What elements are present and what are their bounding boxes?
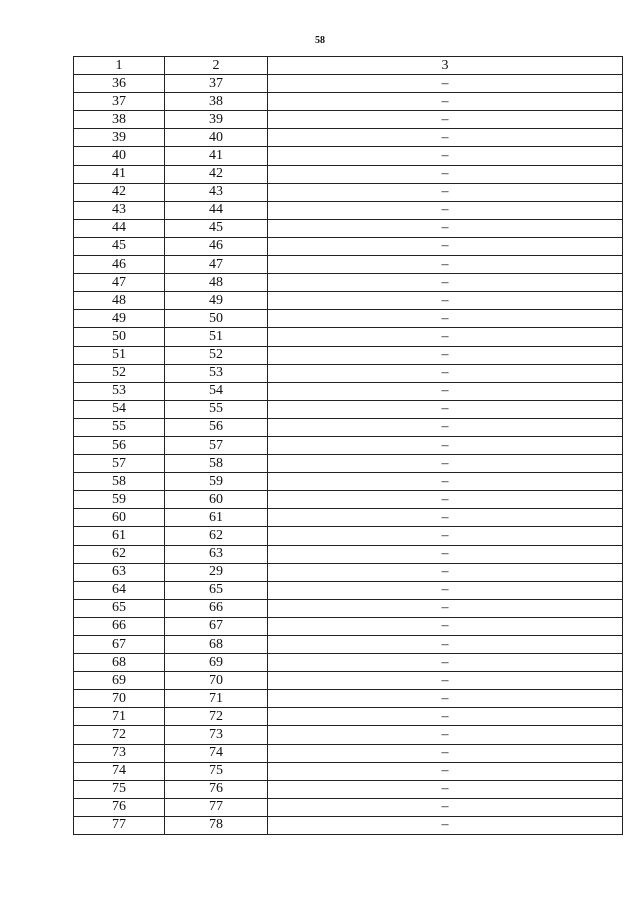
table-cell-col3: – bbox=[268, 129, 623, 147]
table-cell-col3: – bbox=[268, 201, 623, 219]
table-cell-col1: 46 bbox=[74, 256, 165, 274]
table-row bbox=[74, 310, 623, 328]
table-cell-col1: 72 bbox=[74, 726, 165, 744]
table-cell-col1: 56 bbox=[74, 436, 165, 454]
table-cell-col1: 48 bbox=[74, 292, 165, 310]
table-cell-col1: 70 bbox=[74, 690, 165, 708]
table-cell-col3: – bbox=[268, 256, 623, 274]
table-cell-col2: 60 bbox=[165, 491, 268, 509]
table-cell-col2: 71 bbox=[165, 690, 268, 708]
column-header-3: 3 bbox=[268, 57, 623, 75]
table-cell-col1: 58 bbox=[74, 473, 165, 491]
table-row bbox=[74, 328, 623, 346]
table-cell-col1: 36 bbox=[74, 75, 165, 93]
table-cell-col3: – bbox=[268, 147, 623, 165]
table-row bbox=[74, 527, 623, 545]
table-row bbox=[74, 690, 623, 708]
table-cell-col3: – bbox=[268, 418, 623, 436]
table-cell-col3: – bbox=[268, 75, 623, 93]
table-row bbox=[74, 418, 623, 436]
table-row bbox=[74, 545, 623, 563]
table-cell-col2: 74 bbox=[165, 744, 268, 762]
table-cell-col3: – bbox=[268, 690, 623, 708]
table-cell-col2: 29 bbox=[165, 563, 268, 581]
table-row bbox=[74, 400, 623, 418]
table-cell-col3: – bbox=[268, 237, 623, 255]
table-cell-col1: 41 bbox=[74, 165, 165, 183]
table-cell-col1: 45 bbox=[74, 237, 165, 255]
table-cell-col3: – bbox=[268, 527, 623, 545]
table-row bbox=[74, 256, 623, 274]
table-row bbox=[74, 726, 623, 744]
table-cell-col3: – bbox=[268, 93, 623, 111]
table-cell-col2: 69 bbox=[165, 654, 268, 672]
table-row bbox=[74, 762, 623, 780]
table-cell-col3: – bbox=[268, 491, 623, 509]
table-cell-col3: – bbox=[268, 672, 623, 690]
table-row bbox=[74, 274, 623, 292]
table-cell-col3: – bbox=[268, 274, 623, 292]
table-cell-col1: 54 bbox=[74, 400, 165, 418]
table-cell-col1: 69 bbox=[74, 672, 165, 690]
table-cell-col3: – bbox=[268, 346, 623, 364]
table-cell-col1: 74 bbox=[74, 762, 165, 780]
table-cell-col2: 55 bbox=[165, 400, 268, 418]
table-row bbox=[74, 75, 623, 93]
table-cell-col3: – bbox=[268, 599, 623, 617]
table-cell-col2: 68 bbox=[165, 636, 268, 654]
table-cell-col3: – bbox=[268, 400, 623, 418]
table-cell-col3: – bbox=[268, 780, 623, 798]
table-cell-col2: 52 bbox=[165, 346, 268, 364]
table-cell-col2: 59 bbox=[165, 473, 268, 491]
table-cell-col1: 50 bbox=[74, 328, 165, 346]
table-cell-col2: 78 bbox=[165, 816, 268, 834]
table-cell-col1: 55 bbox=[74, 418, 165, 436]
table-cell-col1: 39 bbox=[74, 129, 165, 147]
table-cell-col2: 50 bbox=[165, 310, 268, 328]
table-cell-col1: 61 bbox=[74, 527, 165, 545]
table-cell-col2: 67 bbox=[165, 617, 268, 635]
table-cell-col3: – bbox=[268, 473, 623, 491]
table-cell-col2: 49 bbox=[165, 292, 268, 310]
table-row bbox=[74, 436, 623, 454]
table-row bbox=[74, 364, 623, 382]
table-row bbox=[74, 183, 623, 201]
table-row bbox=[74, 563, 623, 581]
table-cell-col3: – bbox=[268, 328, 623, 346]
table-cell-col2: 77 bbox=[165, 798, 268, 816]
table-row bbox=[74, 237, 623, 255]
table-row bbox=[74, 219, 623, 237]
table-cell-col2: 42 bbox=[165, 165, 268, 183]
table-cell-col3: – bbox=[268, 816, 623, 834]
table-cell-col3: – bbox=[268, 617, 623, 635]
table-cell-col2: 61 bbox=[165, 509, 268, 527]
table-cell-col2: 65 bbox=[165, 581, 268, 599]
table-row bbox=[74, 346, 623, 364]
table-cell-col3: – bbox=[268, 654, 623, 672]
table-row bbox=[74, 617, 623, 635]
table-cell-col1: 67 bbox=[74, 636, 165, 654]
table-cell-col3: – bbox=[268, 436, 623, 454]
table-cell-col1: 49 bbox=[74, 310, 165, 328]
table-cell-col1: 73 bbox=[74, 744, 165, 762]
table-row bbox=[74, 636, 623, 654]
table-cell-col1: 59 bbox=[74, 491, 165, 509]
column-header-1: 1 bbox=[74, 57, 165, 75]
table-cell-col3: – bbox=[268, 219, 623, 237]
table-cell-col3: – bbox=[268, 364, 623, 382]
table-cell-col1: 76 bbox=[74, 798, 165, 816]
table-cell-col1: 51 bbox=[74, 346, 165, 364]
table-cell-col3: – bbox=[268, 292, 623, 310]
table-cell-col1: 38 bbox=[74, 111, 165, 129]
table-cell-col2: 38 bbox=[165, 93, 268, 111]
table-row bbox=[74, 491, 623, 509]
table-row bbox=[74, 147, 623, 165]
table-cell-col1: 65 bbox=[74, 599, 165, 617]
table-row bbox=[74, 672, 623, 690]
table-cell-col3: – bbox=[268, 183, 623, 201]
table-cell-col1: 37 bbox=[74, 93, 165, 111]
table-cell-col1: 71 bbox=[74, 708, 165, 726]
table-cell-col1: 75 bbox=[74, 780, 165, 798]
table-cell-col3: – bbox=[268, 111, 623, 129]
table-cell-col3: – bbox=[268, 798, 623, 816]
table-cell-col3: – bbox=[268, 581, 623, 599]
table-row bbox=[74, 744, 623, 762]
table-cell-col1: 44 bbox=[74, 219, 165, 237]
table-cell-col2: 76 bbox=[165, 780, 268, 798]
table-cell-col1: 57 bbox=[74, 455, 165, 473]
table-cell-col3: – bbox=[268, 382, 623, 400]
table-cell-col2: 41 bbox=[165, 147, 268, 165]
table-cell-col2: 43 bbox=[165, 183, 268, 201]
table-cell-col2: 62 bbox=[165, 527, 268, 545]
column-header-2: 2 bbox=[165, 57, 268, 75]
table-cell-col2: 73 bbox=[165, 726, 268, 744]
table-cell-col1: 42 bbox=[74, 183, 165, 201]
table-cell-col2: 46 bbox=[165, 237, 268, 255]
table-cell-col3: – bbox=[268, 165, 623, 183]
table-cell-col1: 40 bbox=[74, 147, 165, 165]
table-cell-col3: – bbox=[268, 310, 623, 328]
table-row bbox=[74, 599, 623, 617]
table-row bbox=[74, 708, 623, 726]
table-cell-col1: 66 bbox=[74, 617, 165, 635]
table-cell-col3: – bbox=[268, 744, 623, 762]
table-cell-col2: 44 bbox=[165, 201, 268, 219]
table-row bbox=[74, 165, 623, 183]
table-cell-col3: – bbox=[268, 545, 623, 563]
table-row bbox=[74, 798, 623, 816]
table-row bbox=[74, 455, 623, 473]
table-cell-col1: 52 bbox=[74, 364, 165, 382]
table-cell-col3: – bbox=[268, 509, 623, 527]
table-cell-col2: 47 bbox=[165, 256, 268, 274]
table-cell-col3: – bbox=[268, 636, 623, 654]
table-cell-col2: 54 bbox=[165, 382, 268, 400]
table-row bbox=[74, 382, 623, 400]
table-row bbox=[74, 201, 623, 219]
table-row bbox=[74, 473, 623, 491]
table-cell-col1: 60 bbox=[74, 509, 165, 527]
table-cell-col2: 40 bbox=[165, 129, 268, 147]
table-cell-col1: 43 bbox=[74, 201, 165, 219]
page-number: 58 bbox=[315, 35, 325, 46]
data-table bbox=[73, 56, 623, 835]
table-cell-col1: 63 bbox=[74, 563, 165, 581]
table-body bbox=[74, 75, 623, 835]
table-row bbox=[74, 780, 623, 798]
table-cell-col2: 48 bbox=[165, 274, 268, 292]
table-cell-col3: – bbox=[268, 762, 623, 780]
table-cell-col2: 57 bbox=[165, 436, 268, 454]
table-row bbox=[74, 581, 623, 599]
table-cell-col2: 45 bbox=[165, 219, 268, 237]
table-cell-col2: 70 bbox=[165, 672, 268, 690]
table-cell-col2: 72 bbox=[165, 708, 268, 726]
table-row bbox=[74, 292, 623, 310]
table-cell-col1: 62 bbox=[74, 545, 165, 563]
table-cell-col1: 47 bbox=[74, 274, 165, 292]
table-row bbox=[74, 93, 623, 111]
table-cell-col3: – bbox=[268, 563, 623, 581]
table-cell-col1: 68 bbox=[74, 654, 165, 672]
table-row bbox=[74, 654, 623, 672]
table-cell-col2: 37 bbox=[165, 75, 268, 93]
table-row bbox=[74, 111, 623, 129]
table-cell-col2: 66 bbox=[165, 599, 268, 617]
table-header-row bbox=[74, 57, 623, 75]
table-cell-col2: 51 bbox=[165, 328, 268, 346]
table-cell-col1: 64 bbox=[74, 581, 165, 599]
table-cell-col2: 39 bbox=[165, 111, 268, 129]
table-cell-col2: 56 bbox=[165, 418, 268, 436]
table-cell-col2: 75 bbox=[165, 762, 268, 780]
table-cell-col2: 63 bbox=[165, 545, 268, 563]
table-cell-col2: 53 bbox=[165, 364, 268, 382]
table-cell-col2: 58 bbox=[165, 455, 268, 473]
table-cell-col3: – bbox=[268, 708, 623, 726]
table-cell-col1: 53 bbox=[74, 382, 165, 400]
table-cell-col3: – bbox=[268, 455, 623, 473]
table-row bbox=[74, 129, 623, 147]
table-cell-col3: – bbox=[268, 726, 623, 744]
table-row bbox=[74, 509, 623, 527]
table-cell-col1: 77 bbox=[74, 816, 165, 834]
table-row bbox=[74, 816, 623, 834]
